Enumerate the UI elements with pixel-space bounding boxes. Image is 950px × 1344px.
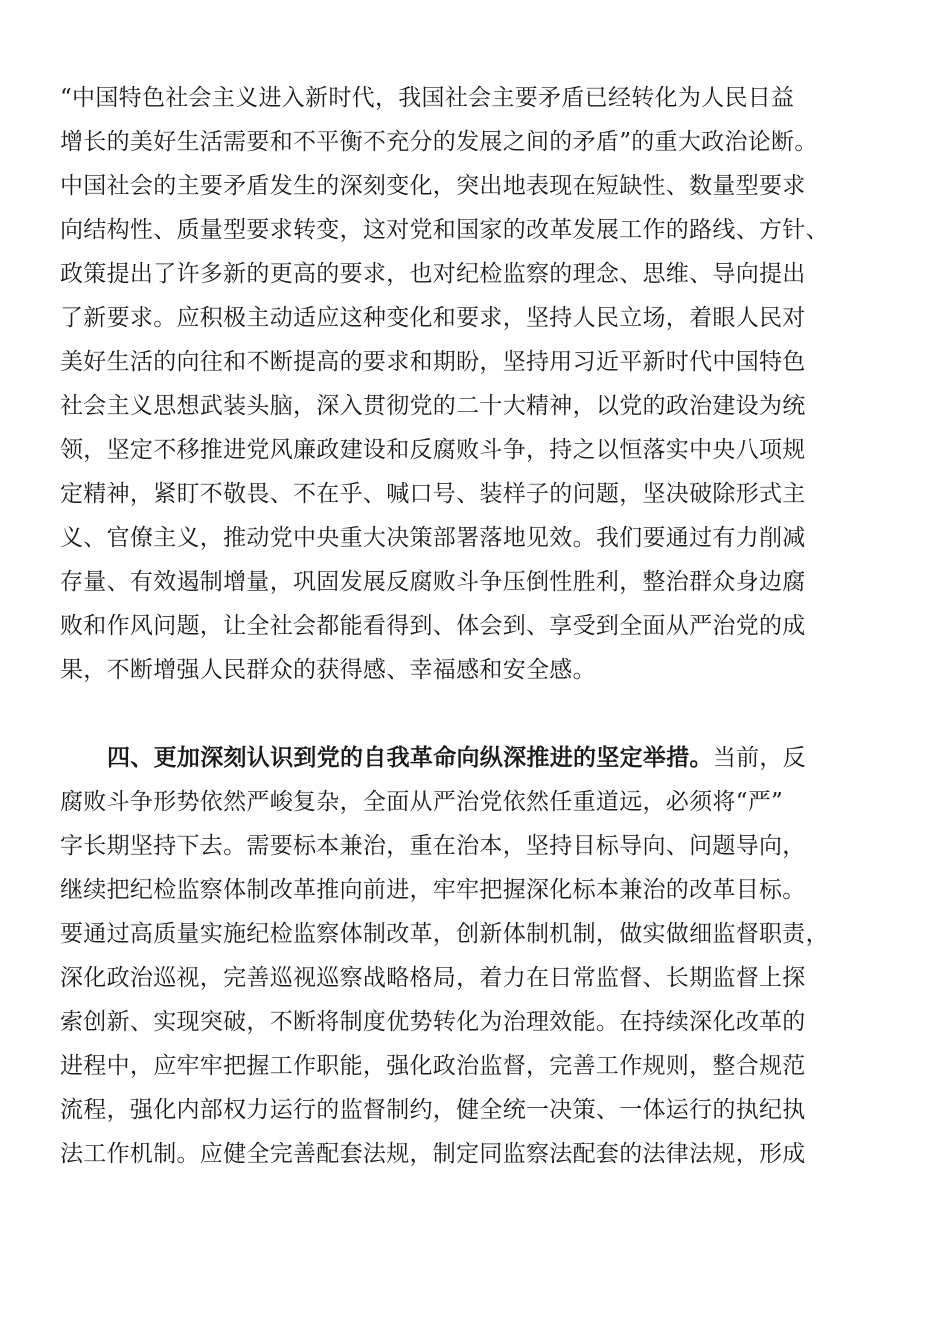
text-line: 存量、有效遏制增量，巩固发展反腐败斗争压倒性胜利，整治群众身边腐 (60, 569, 806, 595)
text-line: 索创新、实现突破，不断将制度优势转化为治理效能。在持续深化改革的 (60, 1009, 806, 1035)
text-line: 败和作风问题，让全社会都能看得到、体会到、享受到全面从严治党的成 (60, 613, 806, 639)
section-heading-line (60, 736, 894, 780)
text-line: 进程中，应牢牢把握工作职能，强化政治监督，完善工作规则，整合规范 (60, 1053, 806, 1079)
paragraph-2 (60, 736, 894, 1176)
text-line: 政策提出了许多新的更高的要求，也对纪检监察的理念、思维、导向提出 (60, 261, 806, 287)
text-line: 果，不断增强人民群众的获得感、幸福感和安全感。 (60, 657, 596, 683)
section-heading: 四、更加深刻认识到党的自我革命向纵深推进的坚定举措。 (107, 744, 713, 771)
text-line: 法工作机制。应健全完善配套法规，制定同监察法配套的法律法规，形成 (60, 1141, 806, 1167)
text-line: 字长期坚持下去。需要标本兼治，重在治本，坚持目标导向、问题导向， (60, 833, 806, 859)
text-line: 腐败斗争形势依然严峻复杂，全面从严治党依然任重道远，必须将“严” (60, 789, 784, 815)
text-line: 要通过高质量实施纪检监察体制改革，创新体制机制，做实做细监督职责， (60, 921, 829, 947)
heading-line-rest: 当前，反 (712, 745, 807, 771)
text-line: 继续把纪检监察体制改革推向前进，牢牢把握深化标本兼治的改革目标。 (60, 877, 806, 903)
text-line: 社会主义思想武装头脑，深入贯彻党的二十大精神，以党的政治建设为统 (60, 393, 806, 419)
text-line: 流程，强化内部权力运行的监督制约，健全统一决策、一体运行的执纪执 (60, 1097, 806, 1123)
text-line: “中国特色社会主义进入新时代，我国社会主要矛盾已经转化为人民日益 (60, 85, 795, 111)
text-line: 美好生活的向往和不断提高的要求和期盼，坚持用习近平新时代中国特色 (60, 349, 806, 375)
text-line: 领，坚定不移推进党风廉政建设和反腐败斗争，持之以恒落实中央八项规 (60, 437, 806, 463)
text-line: 义、官僚主义，推动党中央重大决策部署落地见效。我们要通过有力削减 (60, 525, 806, 551)
text-line: 定精神，紧盯不敬畏、不在乎、喊口号、装样子的问题，坚决破除形式主 (60, 481, 806, 507)
text-line: 了新要求。应积极主动适应这种变化和要求，坚持人民立场，着眼人民对 (60, 305, 806, 331)
paragraph-1 (60, 76, 894, 692)
text-line: 中国社会的主要矛盾发生的深刻变化，突出地表现在短缺性、数量型要求 (60, 173, 806, 199)
text-line: 增长的美好生活需要和不平衡不充分的发展之间的矛盾”的重大政治论断。 (60, 129, 818, 155)
text-line: 向结构性、质量型要求转变，这对党和国家的改革发展工作的路线、方针、 (60, 217, 829, 243)
text-line: 深化政治巡视，完善巡视巡察战略格局，着力在日常监督、长期监督上探 (60, 965, 806, 991)
